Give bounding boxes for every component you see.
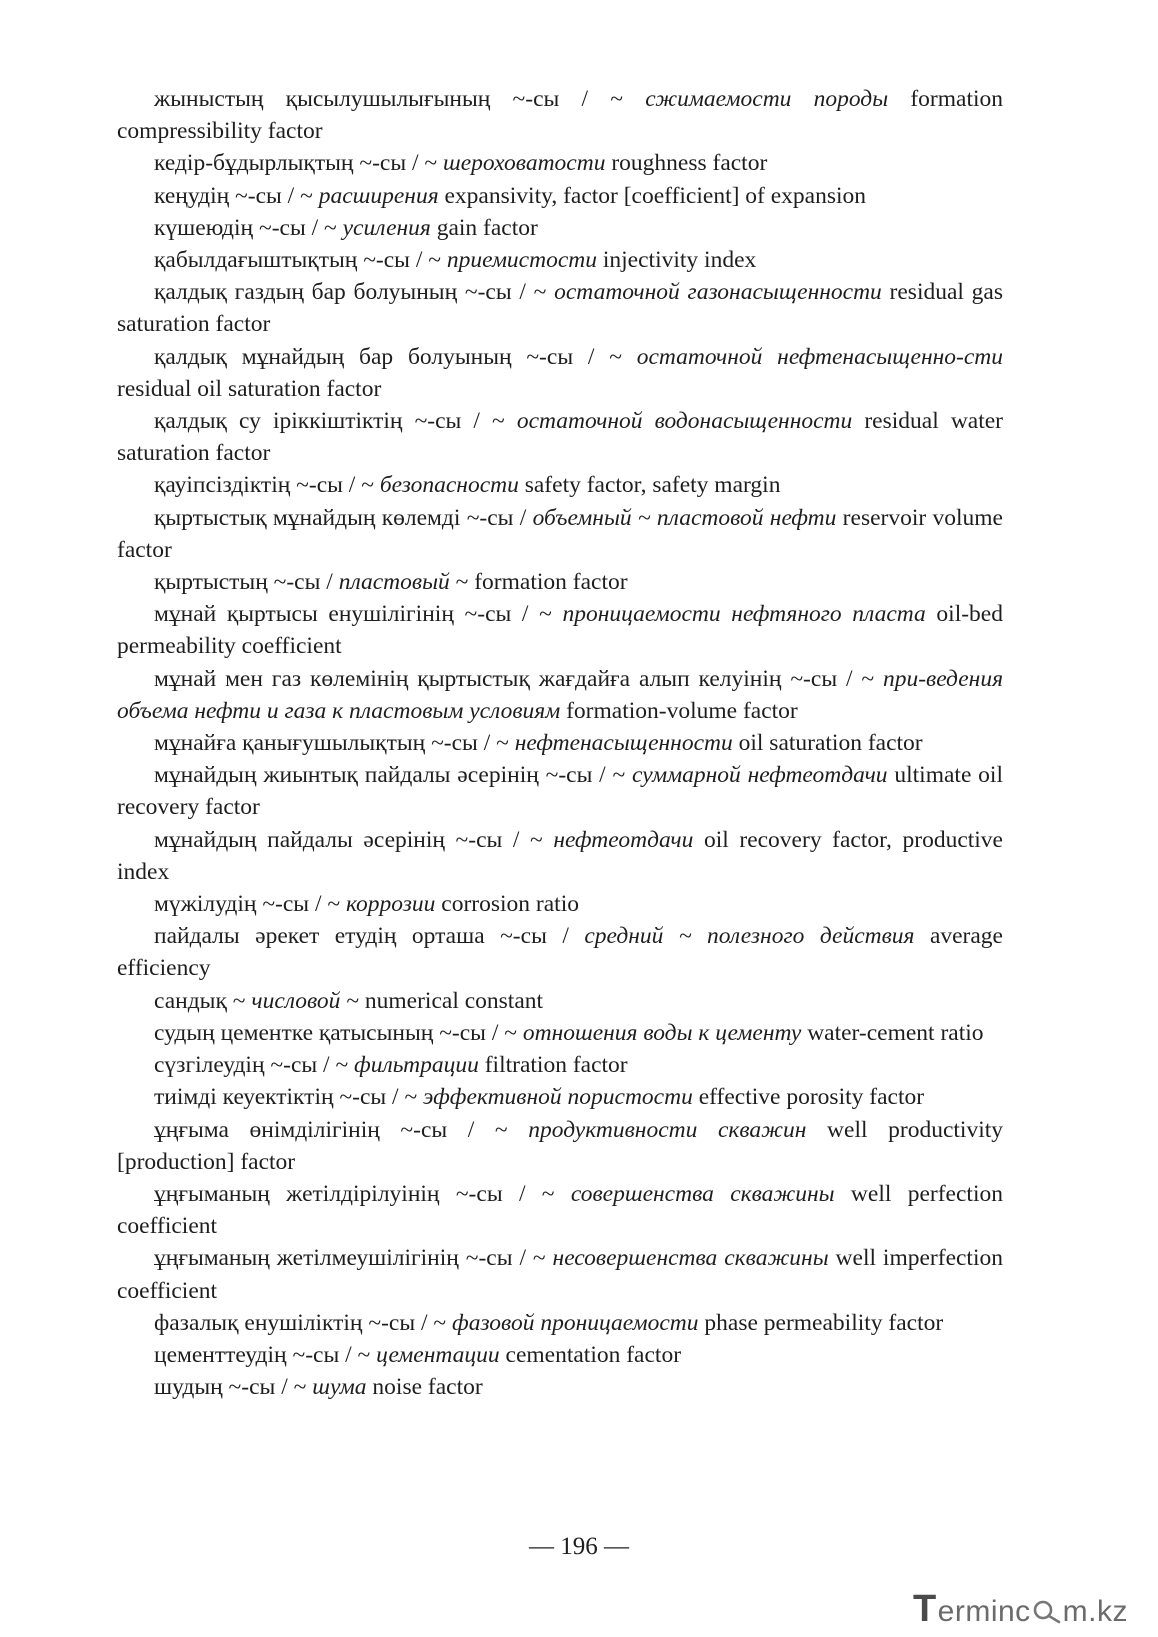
dictionary-entry [117, 824, 1003, 888]
entry-russian-term: безопасности [379, 472, 519, 499]
entry-english-term: residual gas saturation factor [117, 279, 1003, 338]
entry-english-term: well imperfection coefficient [117, 1245, 1003, 1304]
entry-russian-term: остаточной газонасыщенности [554, 279, 882, 306]
dictionary-entry [117, 502, 1003, 566]
entry-russian-term: совершенства скважины [570, 1180, 835, 1207]
termincom-watermark-logo [912, 1588, 1128, 1630]
entry-english-term: water-cement ratio [801, 1019, 984, 1046]
dictionary-entry [117, 920, 1003, 984]
entry-russian-term: усиления [342, 214, 431, 241]
entry-english-term: average efficiency [117, 923, 1003, 982]
entry-kazakh-term: мұнай қыртысы енушілігінің ~-сы / ~ [154, 601, 563, 628]
entry-russian-term: фазовой проницаемости [452, 1309, 699, 1336]
entry-russian-term: объемный ~ пластовой нефти [532, 504, 837, 531]
entry-russian-term: продуктивности скважин [528, 1116, 807, 1143]
dictionary-entry [117, 566, 1003, 598]
dictionary-entry [117, 1049, 1003, 1081]
dictionary-entry [117, 1178, 1003, 1242]
dictionary-entries [117, 83, 1003, 1403]
dictionary-entry [117, 276, 1003, 340]
entry-russian-term: средний ~ полезного действия [584, 923, 915, 950]
page-number: — 196 — [529, 1533, 629, 1560]
entry-english-term: expansivity, factor [coefficient] of expansion [438, 182, 867, 209]
entry-kazakh-term: қалдық су іріккіштіктің ~-сы / ~ [154, 408, 517, 435]
entry-kazakh-term: мұнай мен газ көлемінің қыртыстық жағдайға алып келуінің ~-сы / ~ [154, 665, 883, 692]
entry-russian-term: остаточной водонасыщенности [516, 408, 853, 435]
entry-kazakh-term: пайдалы әрекет етудің орташа ~-сы / [154, 923, 585, 950]
entry-russian-term: нефтеотдачи [553, 826, 694, 853]
dictionary-entry [117, 598, 1003, 662]
entry-kazakh-term: сандық ~ [154, 987, 252, 1014]
entry-russian-term: проницаемости нефтяного пласта [562, 601, 926, 628]
entry-english-term: formation compressibility factor [117, 86, 1004, 145]
entry-russian-term: цементации [376, 1341, 500, 1368]
entry-kazakh-term: судың цементке қатысының ~-сы / ~ [154, 1019, 523, 1046]
entry-english-term: oil recovery factor, productive index [117, 826, 1003, 885]
entry-russian-term: пластовый [338, 569, 450, 596]
entry-english-term: residual oil saturation factor [117, 375, 382, 402]
entry-english-term: safety factor, safety margin [518, 472, 781, 499]
entry-kazakh-term: қыртыстың ~-сы / [154, 569, 339, 596]
entry-kazakh-term: ұңғыманың жетілмеушілігінің ~-сы / ~ [154, 1245, 553, 1272]
entry-english-term: filtration factor [478, 1052, 628, 1079]
dictionary-entry [117, 1081, 1003, 1113]
entry-english-term: well perfection coefficient [117, 1180, 1003, 1240]
entry-russian-term: эффективной пористости [423, 1084, 693, 1111]
dictionary-entry [117, 727, 1003, 759]
entry-russian-term: расширения [318, 182, 439, 209]
entry-kazakh-term: тиімді кеуектіктің ~-сы / ~ [154, 1084, 424, 1111]
dictionary-entry [117, 244, 1003, 276]
entry-kazakh-term: ұңғыма өнімділігінің ~-сы / ~ [154, 1116, 529, 1143]
dictionary-entry [117, 180, 1003, 212]
entry-english-term: corrosion ratio [435, 891, 579, 918]
entry-russian-term: остаточной нефтенасыщенно-сти [636, 343, 1003, 370]
entry-english-term: noise factor [366, 1374, 483, 1401]
entry-kazakh-term: кедір-бұдырлықтың ~-сы / ~ [154, 150, 443, 177]
entry-kazakh-term: цементтеудің ~-сы / ~ [154, 1341, 377, 1368]
dictionary-entry [117, 405, 1003, 469]
entry-english-term: gain factor [430, 214, 538, 241]
entry-russian-term: шероховатости [442, 150, 606, 177]
entry-kazakh-term: қыртыстық мұнайдың көлемді ~-сы / [154, 504, 533, 531]
entry-kazakh-term: шудың ~-сы / ~ [154, 1374, 313, 1401]
entry-kazakh-term: күшеюдің ~-сы / ~ [154, 214, 343, 241]
entry-english-term: roughness factor [605, 150, 768, 177]
entry-kazakh-term: мүжілудің ~-сы / ~ [154, 891, 346, 918]
entry-kazakh-term: фазалық енушіліктің ~-сы / ~ [154, 1309, 453, 1336]
entry-russian-term: числовой [251, 987, 341, 1014]
dictionary-entry [117, 1339, 1003, 1371]
dictionary-entry [117, 1242, 1003, 1306]
entry-russian-term: шума [312, 1374, 367, 1401]
magnifier-icon [1031, 1595, 1063, 1629]
entry-kazakh-term: қалдық мұнайдың бар болуының ~-сы / ~ [154, 343, 637, 370]
dictionary-entry [117, 1371, 1003, 1403]
entry-kazakh-term: қауіпсіздіктің ~-сы / ~ [154, 472, 380, 499]
watermark-middle: erminc [937, 1595, 1031, 1628]
entry-kazakh-term: қабылдағыштықтың ~-сы / ~ [154, 247, 447, 274]
dictionary-entry [117, 469, 1003, 501]
dictionary-entry [117, 888, 1003, 920]
entry-russian-term: коррозии [345, 891, 436, 918]
dictionary-entry [117, 1307, 1003, 1339]
entry-kazakh-term: ұңғыманың жетілдірілуінің ~-сы / ~ [154, 1180, 571, 1207]
entry-kazakh-term: мұнайдың жиынтық пайдалы әсерінің ~-сы / ~ [154, 762, 633, 789]
entry-kazakh-term: мұнайға қанығушылықтың ~-сы / ~ [154, 730, 515, 757]
entry-english-term: phase permeability factor [698, 1309, 944, 1336]
entry-russian-term: нефтенасыщенности [514, 730, 733, 757]
entry-english-term: oil saturation factor [732, 730, 923, 757]
entry-kazakh-term: қалдық газдың бар болуының ~-сы / ~ [154, 279, 555, 306]
entry-english-term: cementation factor [499, 1341, 682, 1368]
dictionary-entry [117, 147, 1003, 179]
entry-kazakh-term: кеңудің ~-сы / ~ [154, 182, 319, 209]
dictionary-entry [117, 759, 1003, 823]
dictionary-entry [117, 83, 1003, 147]
entry-kazakh-term: сүзгілеудің ~-сы / ~ [154, 1052, 355, 1079]
entry-english-term: ultimate oil recovery factor [117, 762, 1003, 821]
entry-russian-term: суммарной нефтеотдачи [632, 762, 888, 789]
entry-english-term: oil-bed permeability coefficient [117, 601, 1003, 660]
entry-russian-term: сжимаемости породы [645, 86, 889, 112]
entry-russian-term: отношения воды к цементу [522, 1019, 802, 1046]
entry-russian-term: при-ведения объема нефти и газа к пластовым условиям [117, 665, 1003, 724]
dictionary-entry [117, 985, 1003, 1017]
entry-english-term: ~ numerical constant [340, 987, 544, 1014]
entry-english-term: injectivity index [597, 247, 757, 274]
entry-russian-term: фильтрации [354, 1052, 479, 1079]
entry-english-term: formation-volume factor [560, 697, 798, 724]
entry-kazakh-term: жыныстың қысылушылығының ~-сы / ~ [154, 86, 646, 112]
dictionary-entry [117, 1017, 1003, 1049]
entry-english-term: reservoir volume factor [117, 504, 1003, 563]
watermark-suffix: m.kz [1062, 1595, 1128, 1628]
entry-russian-term: приемистости [446, 247, 597, 274]
entry-english-term: ~ formation factor [449, 569, 628, 596]
dictionary-entry [117, 1114, 1003, 1178]
entry-russian-term: несовершенства скважины [552, 1245, 829, 1272]
dictionary-entry [117, 212, 1003, 244]
entry-english-term: effective porosity factor [692, 1084, 925, 1111]
entry-kazakh-term: мұнайдың пайдалы әсерінің ~-сы / ~ [154, 826, 554, 853]
entry-english-term: well productivity [production] factor [117, 1116, 1003, 1175]
dictionary-entry [117, 341, 1003, 405]
watermark-prefix: T [912, 1588, 937, 1630]
entry-english-term: residual water saturation factor [117, 408, 1004, 467]
dictionary-entry [117, 663, 1003, 727]
